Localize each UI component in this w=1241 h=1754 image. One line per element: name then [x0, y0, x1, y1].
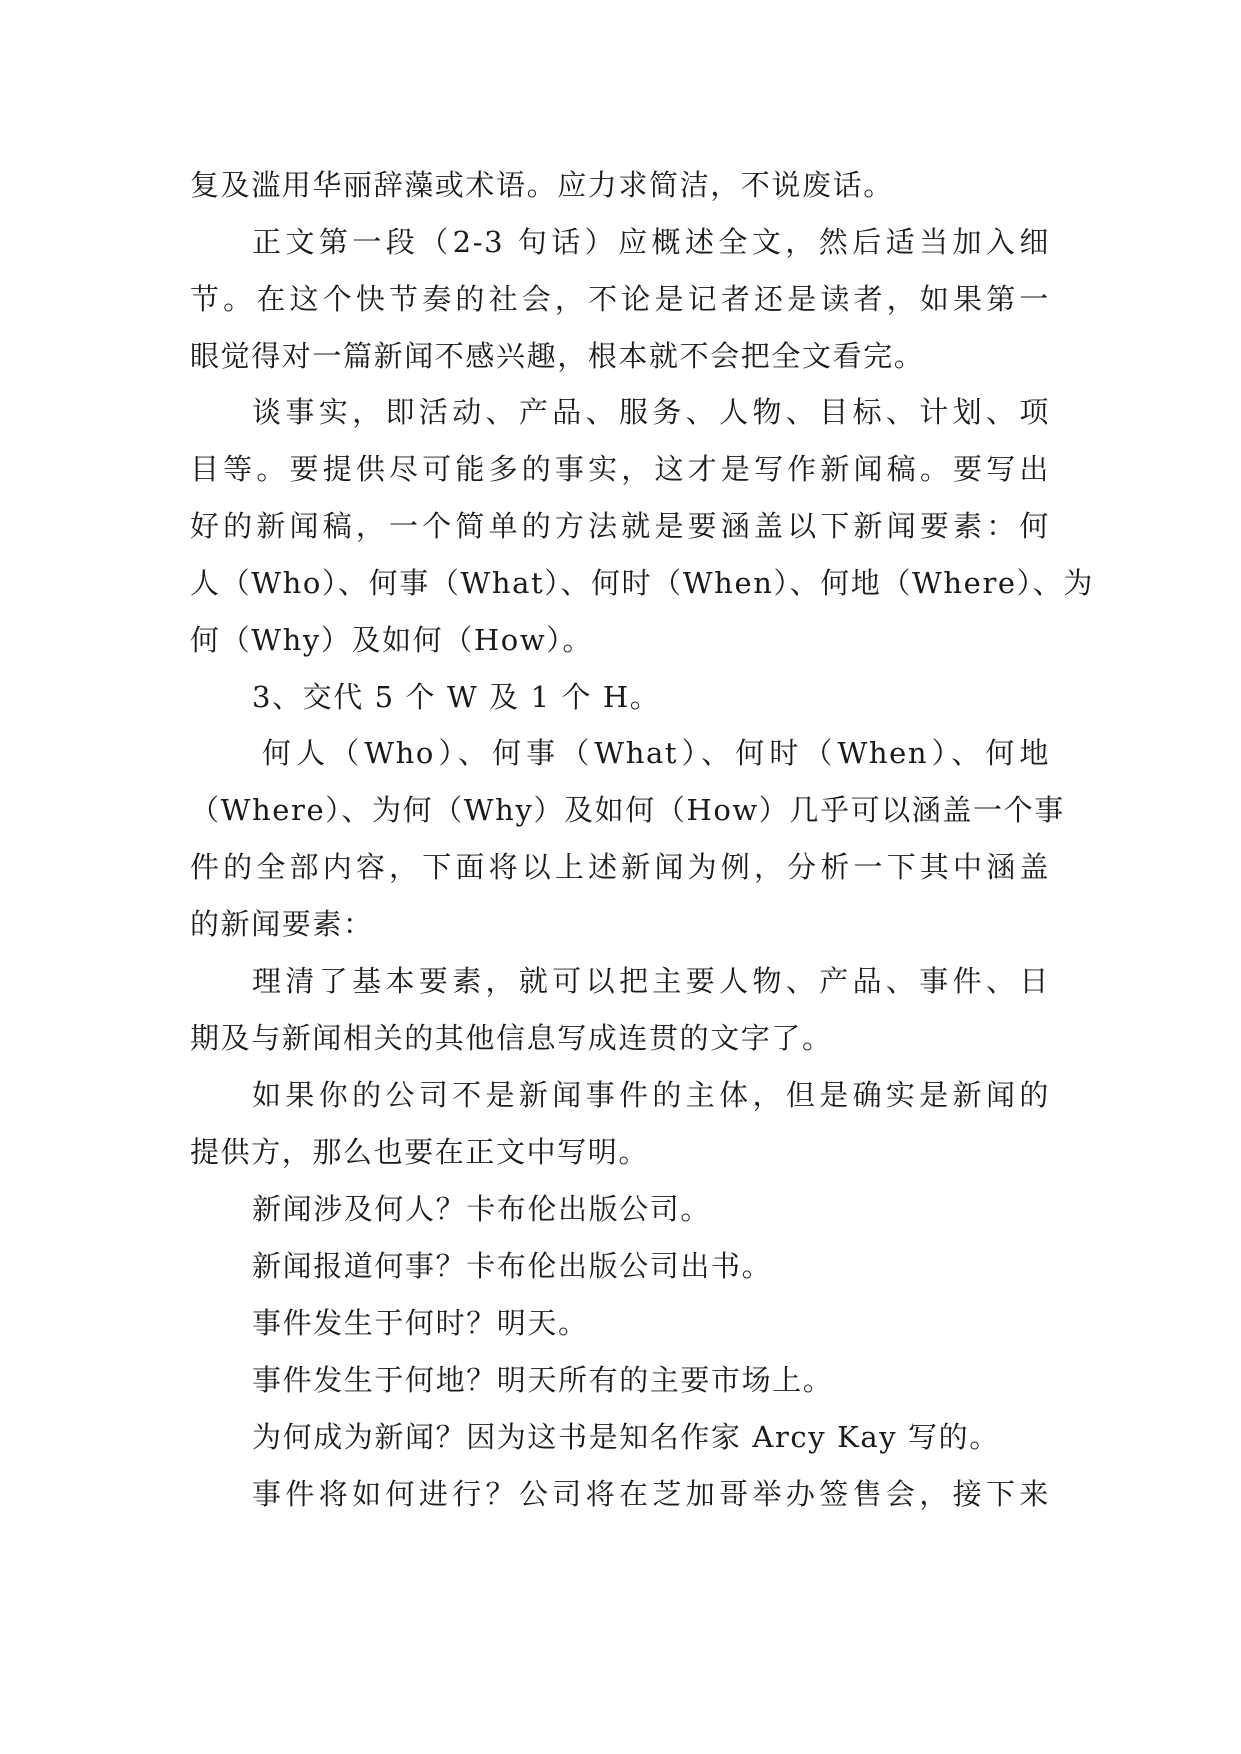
- body-line: 提供方，那么也要在正文中写明。: [190, 1135, 650, 1169]
- body-line: 眼觉得对一篇新闻不感兴趣，根本就不会把全文看完。: [190, 339, 925, 373]
- paragraph-first-line: 何人（Who）、何事（What）、何时（When）、何地: [262, 736, 1050, 770]
- qa-line: 为何成为新闻？因为这书是知名作家 Arcy Kay 写的。: [252, 1420, 1000, 1454]
- paragraph-first-line: 如果你的公司不是新闻事件的主体，但是确实是新闻的: [252, 1078, 1050, 1112]
- paragraph-first-line: 谈事实，即活动、产品、服务、人物、目标、计划、项: [252, 395, 1050, 429]
- body-line: 人（Who）、何事（What）、何时（When）、何地（Where）、为: [190, 566, 1094, 600]
- qa-line: 事件发生于何时？明天。: [252, 1306, 589, 1340]
- qa-line: 新闻涉及何人？卡布伦出版公司。: [252, 1192, 712, 1226]
- paragraph-first-line: 正文第一段（2-3 句话）应概述全文，然后适当加入细: [252, 225, 1050, 259]
- body-line: 件的全部内容，下面将以上述新闻为例，分析一下其中涵盖: [190, 850, 1050, 884]
- body-line: 复及滥用华丽辞藻或术语。应力求简洁，不说废话。: [190, 168, 894, 202]
- qa-line: 新闻报道何事？卡布伦出版公司出书。: [252, 1249, 773, 1283]
- body-line: （Where）、为何（Why）及如何（How）几乎可以涵盖一个事: [190, 793, 1065, 827]
- body-line: 的新闻要素：: [190, 907, 374, 941]
- qa-line: 事件将如何进行？公司将在芝加哥举办签售会，接下来: [252, 1477, 1050, 1511]
- qa-line: 事件发生于何地？明天所有的主要市场上。: [252, 1363, 834, 1397]
- paragraph-first-line: 理清了基本要素，就可以把主要人物、产品、事件、日: [252, 964, 1050, 998]
- body-line: 目等。要提供尽可能多的事实，这才是写作新闻稿。要写出: [190, 452, 1050, 486]
- body-line: 好的新闻稿，一个简单的方法就是要涵盖以下新闻要素：何: [190, 509, 1050, 543]
- body-line: 何（Why）及如何（How）。: [190, 623, 593, 657]
- body-line: 期及与新闻相关的其他信息写成连贯的文字了。: [190, 1021, 833, 1055]
- section-heading: 3、交代 5 个 W 及 1 个 H。: [252, 680, 661, 714]
- body-line: 节。在这个快节奏的社会，不论是记者还是读者，如果第一: [190, 282, 1050, 316]
